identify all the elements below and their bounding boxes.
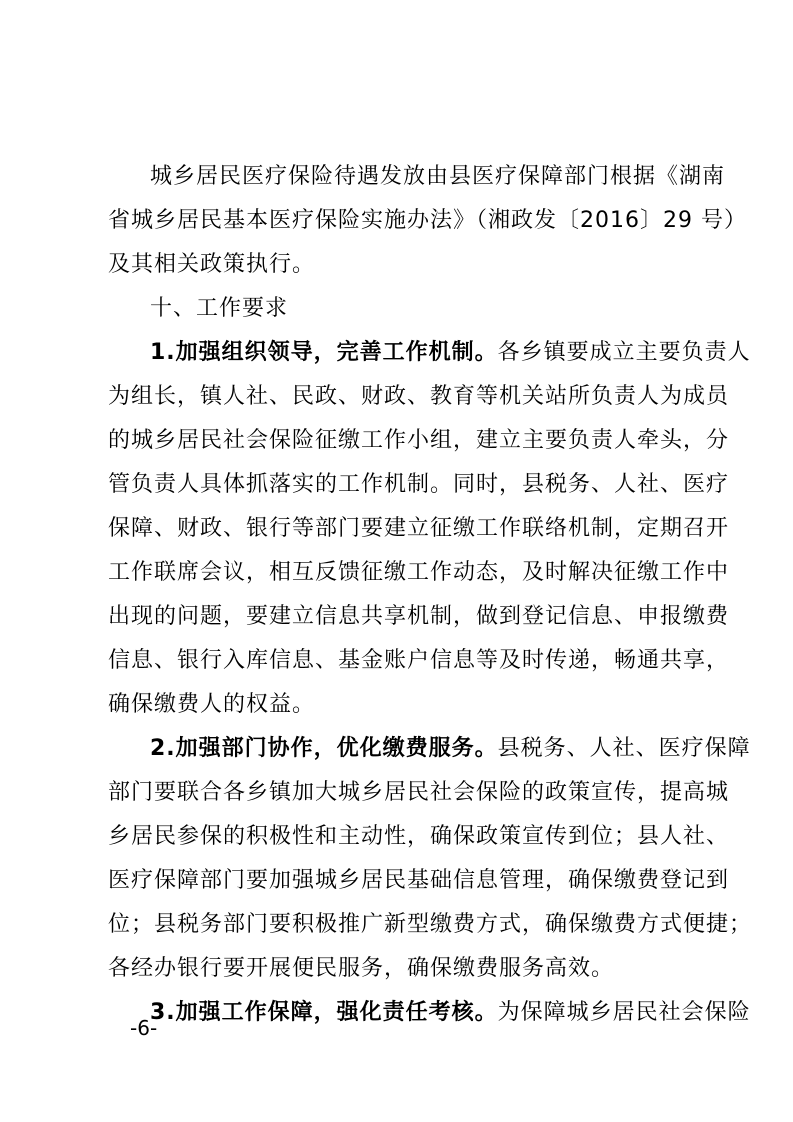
paragraph-first-line xyxy=(150,338,751,368)
paragraph-line: 医疗保障部门要加强城乡居民基础信息管理，确保缴费登记到 xyxy=(108,868,730,893)
paragraph-line: 城乡居民医疗保险待遇发放由县医疗保障部门根据《湖南 xyxy=(150,164,726,189)
paragraph-line: 乡居民参保的积极性和主动性，确保政策宣传到位；县人社、 xyxy=(108,824,730,849)
paragraph-line: 各经办银行要开展便民服务，确保缴费服务高效。 xyxy=(108,956,615,981)
paragraph-line: 为组长，镇人社、民政、财政、教育等机关站所负责人为成员 xyxy=(108,384,730,409)
paragraph-line: 出现的问题，要建立信息共享机制，做到登记信息、申报缴费 xyxy=(108,604,730,629)
paragraph-line: 确保缴费人的权益。 xyxy=(108,692,316,717)
paragraph-first-line xyxy=(150,734,751,764)
item-heading: 1.加强组织领导，完善工作机制。 xyxy=(150,340,498,365)
paragraph-line: 及其相关政策执行。 xyxy=(108,252,316,277)
paragraph-line: 部门要联合各乡镇加大城乡居民社会保险的政策宣传，提高城 xyxy=(108,780,730,805)
paragraph-line: 的城乡居民社会保险征缴工作小组，建立主要负责人牵头，分 xyxy=(108,428,730,453)
paragraph-line: 位；县税务部门要积极推广新型缴费方式，确保缴费方式便捷； xyxy=(108,912,753,937)
section-title: 十、工作要求 xyxy=(150,296,289,321)
paragraph-line: 县税务、人社、医疗保障 xyxy=(497,736,751,761)
item-heading: 2.加强部门协作，优化缴费服务。 xyxy=(150,736,498,761)
paragraph-line: 保障、财政、银行等部门要建立征缴工作联络机制，定期召开 xyxy=(108,516,730,541)
page-number: -6- xyxy=(130,1016,158,1040)
paragraph-line: 为保障城乡居民社会保险 xyxy=(497,1000,751,1025)
paragraph-line: 管负责人具体抓落实的工作机制。同时，县税务、人社、医疗 xyxy=(108,472,730,497)
paragraph-line: 工作联席会议，相互反馈征缴工作动态，及时解决征缴工作中 xyxy=(108,560,730,585)
paragraph-line: 各乡镇要成立主要负责人 xyxy=(497,340,751,365)
item-heading: 3.加强工作保障，强化责任考核。 xyxy=(150,1000,498,1025)
paragraph-first-line xyxy=(150,998,751,1028)
paragraph-line: 省城乡居民基本医疗保险实施办法》（湘政发〔2016〕29 号） xyxy=(108,208,747,233)
paragraph-line: 信息、银行入库信息、基金账户信息等及时传递，畅通共享， xyxy=(108,648,730,673)
